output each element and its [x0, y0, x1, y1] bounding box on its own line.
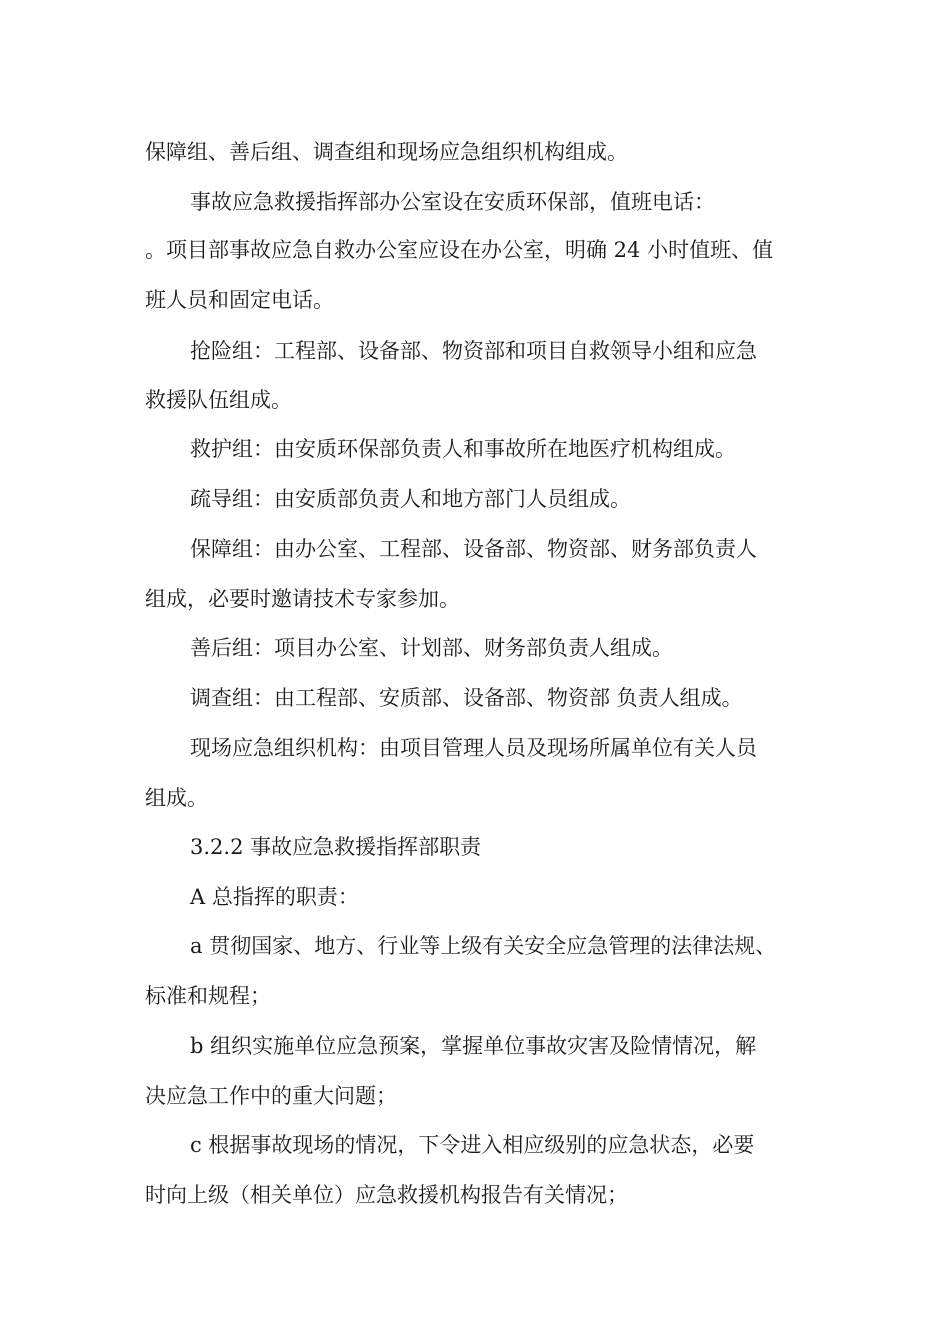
paragraph-line: 善后组：项目办公室、计划部、财务部负责人组成。 [190, 636, 673, 660]
paragraph-line: 保障组：由办公室、工程部、设备部、物资部、财务部负责人 [190, 537, 757, 561]
paragraph-line: 事故应急救援指挥部办公室设在安质环保部，值班电话： [190, 190, 715, 214]
paragraph-line: 。项目部事故应急自救办公室应设在办公室，明确 24 小时值班、值 [145, 238, 774, 262]
paragraph-line: a 贯彻国家、地方、行业等上级有关安全应急管理的法律法规、 [190, 934, 777, 958]
paragraph-line: 组成，必要时邀请技术专家参加。 [145, 587, 460, 611]
paragraph-line: c 根据事故现场的情况，下令进入相应级别的应急状态，必要 [190, 1133, 755, 1157]
paragraph-line: 调查组：由工程部、安质部、设备部、物资部 负责人组成。 [190, 686, 743, 710]
paragraph-line: 救护组：由安质环保部负责人和事故所在地医疗机构组成。 [190, 437, 736, 461]
paragraph-line: 班人员和固定电话。 [145, 288, 334, 312]
paragraph-line: b 组织实施单位应急预案，掌握单位事故灾害及险情情况，解 [190, 1034, 757, 1058]
section-heading: 3.2.2 事故应急救援指挥部职责 [190, 835, 482, 859]
paragraph-line: 救援队伍组成。 [145, 388, 292, 412]
paragraph-line: 保障组、善后组、调查组和现场应急组织机构组成。 [145, 140, 628, 164]
paragraph-line: 现场应急组织机构：由项目管理人员及现场所属单位有关人员 [190, 736, 757, 760]
paragraph-line: 决应急工作中的重大问题； [145, 1084, 397, 1108]
paragraph-line: 疏导组：由安质部负责人和地方部门人员组成。 [190, 487, 631, 511]
paragraph-line: 组成。 [145, 786, 208, 810]
paragraph-line: 时向上级（相关单位）应急救援机构报告有关情况； [145, 1183, 628, 1207]
paragraph-line: 抢险组：工程部、设备部、物资部和项目自救领导小组和应急 [190, 339, 757, 363]
paragraph-line: 标准和规程； [145, 984, 271, 1008]
subsection-heading: A 总指挥的职责： [190, 885, 359, 909]
